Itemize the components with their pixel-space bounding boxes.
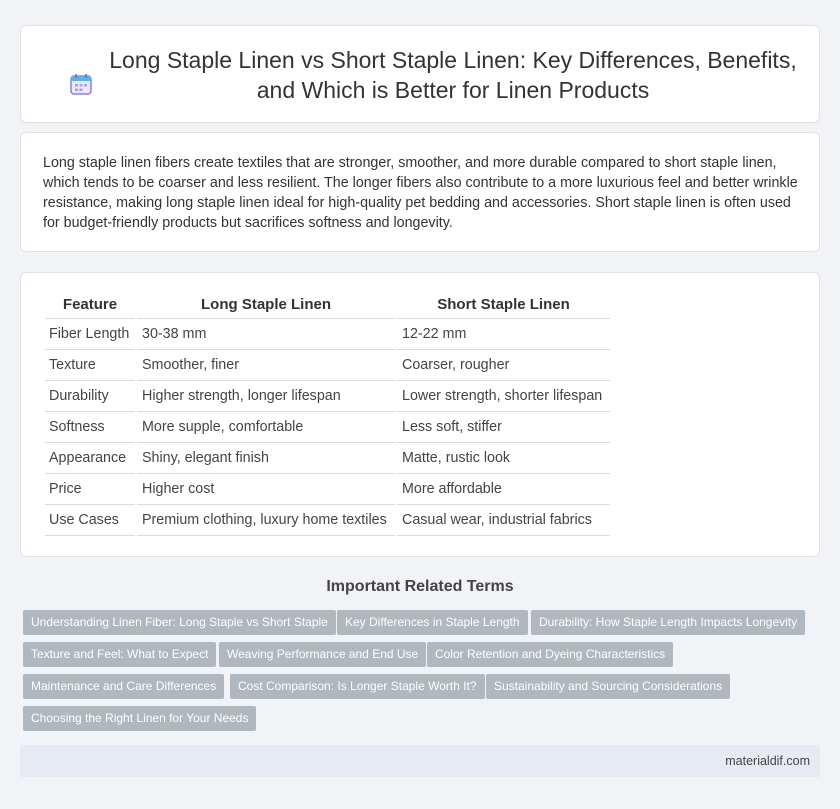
- cell-long: Premium clothing, luxury home textiles: [137, 505, 395, 536]
- related-term-tag[interactable]: Sustainability and Sourcing Considerations: [486, 674, 730, 699]
- site-name[interactable]: materialdif.com: [725, 754, 810, 768]
- cell-short: More affordable: [397, 474, 610, 505]
- cell-feature: Texture: [45, 350, 135, 381]
- table-row: [45, 319, 610, 350]
- header-short-staple: Short Staple Linen: [397, 291, 610, 319]
- cell-long: More supple, comfortable: [137, 412, 395, 443]
- table-row: [45, 412, 610, 443]
- footer: [20, 745, 820, 777]
- cell-feature: Fiber Length: [45, 319, 135, 350]
- related-terms-heading: Important Related Terms: [326, 578, 514, 595]
- table-row: [45, 474, 610, 505]
- cell-short: Matte, rustic look: [397, 443, 610, 474]
- header-feature: Feature: [45, 291, 135, 319]
- page-title: Long Staple Linen vs Short Staple Linen: Key Differences, Benefits, and Which is Better for Linen Products: [109, 47, 797, 103]
- intro-card: [20, 132, 820, 252]
- related-term-tag[interactable]: Key Differences in Staple Length: [337, 610, 528, 635]
- related-term-tag[interactable]: Texture and Feel: What to Expect: [23, 642, 216, 667]
- calendar-icon: [69, 72, 93, 96]
- related-term-tag[interactable]: Weaving Performance and End Use: [219, 642, 426, 667]
- table-row: [45, 505, 610, 536]
- cell-feature: Appearance: [45, 443, 135, 474]
- cell-long: Smoother, finer: [137, 350, 395, 381]
- comparison-card: [20, 272, 820, 557]
- table-row: [45, 443, 610, 474]
- table-row: [45, 381, 610, 412]
- cell-short: Lower strength, shorter lifespan: [397, 381, 610, 412]
- intro-paragraph: Long staple linen fibers create textiles that are stronger, smoother, and more durable compared to short staple linen, which tends to be coarser and less resilient. The longer fibers also contribute to a more luxurious feel and better wrinkle resistance, making long staple linen ideal for high-quality pet bedding and accessories. Short staple linen is often used for budget-friendly products but sacrifices softness and longevity.: [43, 155, 798, 231]
- cell-short: Casual wear, industrial fabrics: [397, 505, 610, 536]
- related-term-tag[interactable]: Cost Comparison: Is Longer Staple Worth It?: [230, 674, 485, 699]
- cell-short: 12-22 mm: [397, 319, 610, 350]
- cell-feature: Use Cases: [45, 505, 135, 536]
- table-row: [45, 350, 610, 381]
- related-term-tag[interactable]: Understanding Linen Fiber: Long Staple vs Short Staple: [23, 610, 336, 635]
- header-long-staple: Long Staple Linen: [137, 291, 395, 319]
- related-term-tag[interactable]: Maintenance and Care Differences: [23, 674, 224, 699]
- comparison-table: [43, 291, 612, 536]
- cell-long: Shiny, elegant finish: [137, 443, 395, 474]
- cell-long: Higher cost: [137, 474, 395, 505]
- title-card: [20, 25, 820, 123]
- related-term-tag[interactable]: Durability: How Staple Length Impacts Longevity: [531, 610, 805, 635]
- cell-feature: Price: [45, 474, 135, 505]
- cell-short: Less soft, stiffer: [397, 412, 610, 443]
- cell-long: Higher strength, longer lifespan: [137, 381, 395, 412]
- cell-long: 30-38 mm: [137, 319, 395, 350]
- cell-feature: Softness: [45, 412, 135, 443]
- table-header-row: [45, 291, 610, 319]
- cell-short: Coarser, rougher: [397, 350, 610, 381]
- cell-feature: Durability: [45, 381, 135, 412]
- related-term-tag[interactable]: Choosing the Right Linen for Your Needs: [23, 706, 256, 731]
- related-term-tag[interactable]: Color Retention and Dyeing Characteristics: [427, 642, 673, 667]
